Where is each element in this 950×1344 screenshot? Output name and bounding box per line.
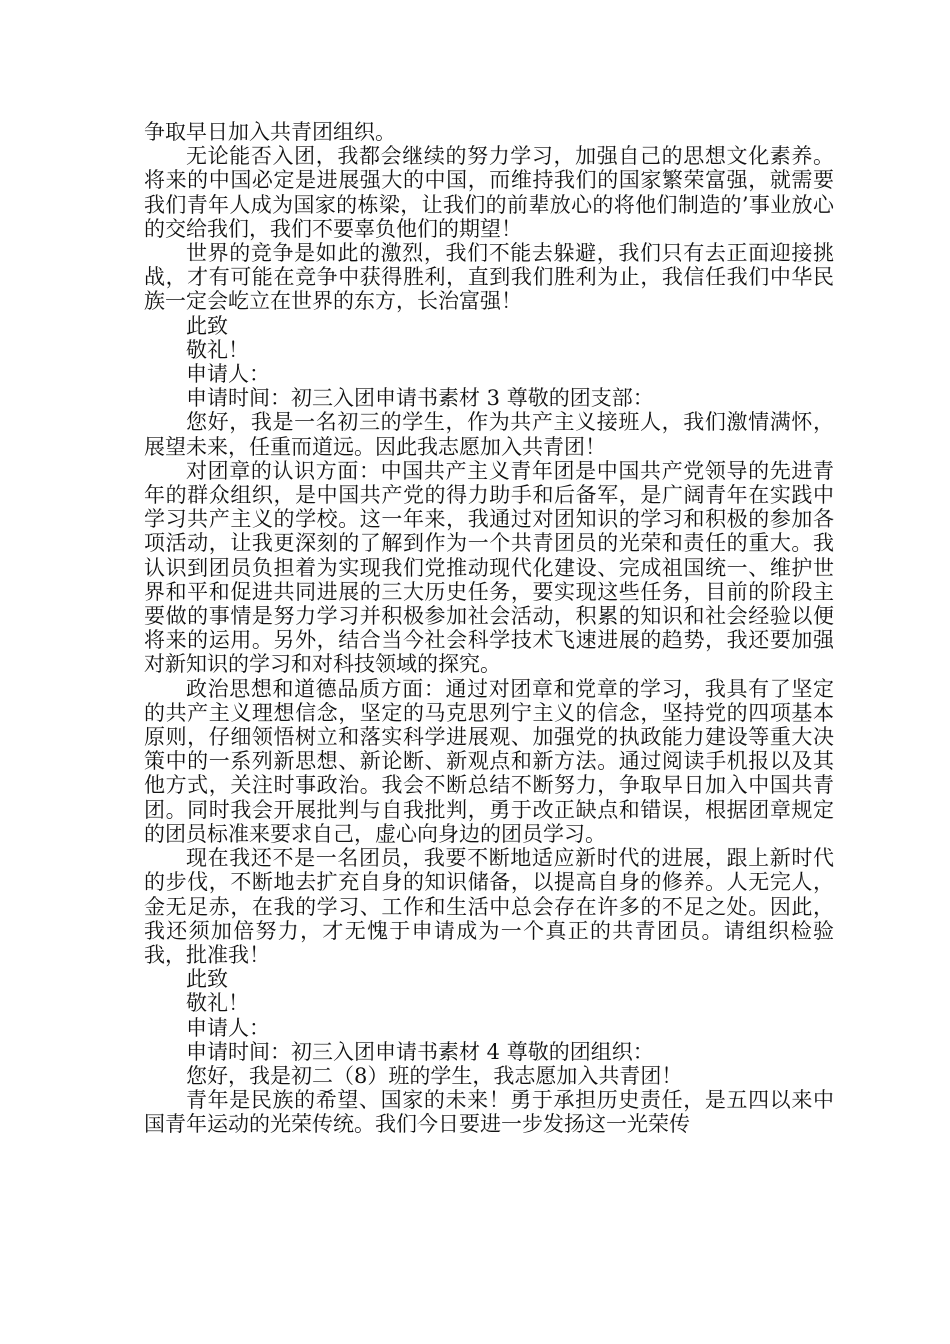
paragraph: 现在我还不是一名团员，我要不断地适应新时代的进展，跟上新时代的步伐，不断地去扩充自身的知识储备，以提高自身的修养。人无完人，金无足赤，在我的学习、工作和生活中总会存在许多的不足之处。因此，我还须加倍努力，才无愧于申请成为一个真正的共青团员。请组织检验我，批准我！ bbox=[144, 846, 834, 967]
paragraph: 世界的竞争是如此的激烈，我们不能去躲避，我们只有去正面迎接挑战，才有可能在竞争中获得胜利，直到我们胜利为止，我信任我们中华民族一定会屹立在世界的东方，长治富强！ bbox=[144, 241, 834, 314]
application-date-heading: 申请时间：初三入团申请书素材 3 尊敬的团支部： bbox=[186, 386, 654, 411]
closing-salutation: 此致 bbox=[186, 313, 228, 338]
closing-regards: 敬礼！ bbox=[186, 991, 249, 1016]
paragraph: 无论能否入团，我都会继续的努力学习，加强自己的思想文化素养。将来的中国必定是进展强大的中国，而维持我们的国家繁荣富强，就需要我们青年人成为国家的栋梁，让我们的前辈放心的将他们制造的’事业放心的交给我们，我们不要辜负他们的期望！ bbox=[144, 144, 834, 241]
applicant-label: 申请人： bbox=[186, 362, 270, 387]
paragraph: 对团章的认识方面：中国共产主义青年团是中国共产党领导的先进青年的群众组织，是中国共产党的得力助手和后备军，是广阔青年在实践中学习共产主义的学校。这一年来，我通过对团知识的学习和积极的参加各项活动，让我更深刻的了解到作为一个共青团员的光荣和责任的重大。我认识到团员负担着为实现我们党推动现代化建设、完成祖国统一、维护世界和平和促进共同进展的三大历史任务，要实现这些任务，目前的阶段主要做的事情是努力学习并积极参加社会活动，积累的知识和社会经验以便将来的运用。另外，结合当今社会科学技术飞速进展的趋势，我还要加强对新知识的学习和对科技领域的探究。 bbox=[144, 458, 834, 677]
paragraph: 政治思想和道德品质方面：通过对团章和党章的学习，我具有了坚定的共产主义理想信念，坚定的马克思列宁主义的信念，坚持党的四项基本原则，仔细领悟树立和落实科学进展观、加强党的执政能力建设等重大决策中的一系列新思想、新论断、新观点和新方法。通过阅读手机报以及其他方式，关注时事政治。我会不断总结不断努力，争取早日加入中国共青团。同时我会开展批判与自我批判，勇于改正缺点和错误，根据团章规定的团员标准来要求自己，虚心向身边的团员学习。 bbox=[144, 676, 834, 846]
application-date-heading: 申请时间：初三入团申请书素材 4 尊敬的团组织： bbox=[186, 1039, 654, 1064]
paragraph: 您好，我是一名初三的学生，作为共产主义接班人，我们激情满怀，展望未来，任重而道远。因此我志愿加入共青团！ bbox=[144, 410, 834, 459]
paragraph: 青年是民族的希望、国家的未来！勇于承担历史责任，是五四以来中国青年运动的光荣传统。我们今日要进一步发扬这一光荣传 bbox=[144, 1088, 834, 1137]
closing-salutation: 此致 bbox=[186, 967, 228, 992]
applicant-label: 申请人： bbox=[186, 1015, 270, 1040]
paragraph: 争取早日加入共青团组织。 bbox=[144, 120, 396, 144]
paragraph: 您好，我是初二（8）班的学生，我志愿加入共青团！ bbox=[186, 1063, 683, 1088]
document-body bbox=[144, 120, 834, 1137]
closing-regards: 敬礼！ bbox=[186, 337, 249, 362]
